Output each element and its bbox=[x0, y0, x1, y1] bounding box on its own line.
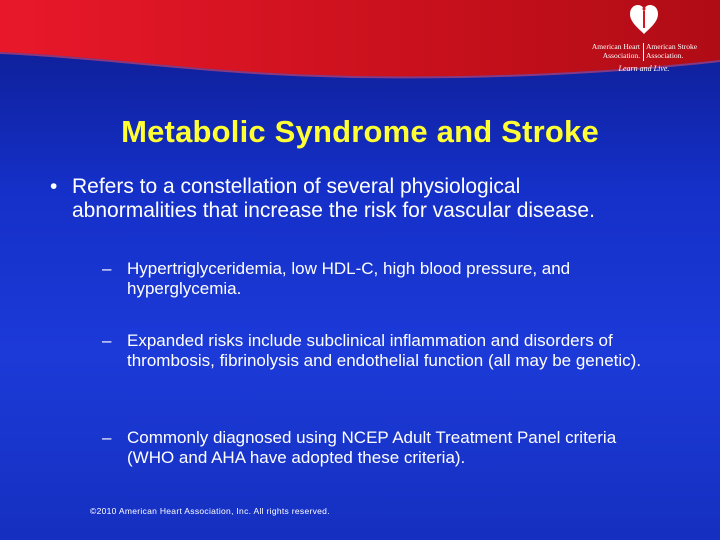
logo-text-aha bbox=[572, 42, 640, 60]
sub-bullet-1 bbox=[102, 259, 667, 299]
heart-torch-icon bbox=[628, 2, 660, 36]
sub-bullet-text: Commonly diagnosed using NCEP Adult Treatment Panel criteria (WHO and AHA have adopted these criteria). bbox=[127, 428, 617, 467]
aha-asa-logo bbox=[570, 2, 716, 86]
sub-bullet-text: Hypertriglyceridemia, low HDL-C, high blood pressure, and hyperglycemia. bbox=[127, 259, 571, 298]
logo-aha-line1: American Heart bbox=[591, 42, 640, 51]
logo-text-asa bbox=[646, 42, 716, 60]
main-bullet-text: Refers to a constellation of several physiological abnormalities that increase the risk for vascular disease. bbox=[72, 175, 595, 222]
sub-bullet-marker: – bbox=[102, 428, 112, 447]
logo-asa-line2: Association. bbox=[646, 51, 684, 60]
slide-title: Metabolic Syndrome and Stroke bbox=[121, 114, 599, 149]
sub-bullet-marker: – bbox=[102, 259, 112, 278]
sub-bullet-3 bbox=[102, 428, 667, 468]
logo-asa-line1: American Stroke bbox=[646, 42, 698, 51]
bullet-marker: • bbox=[50, 175, 58, 198]
sub-bullet-marker: – bbox=[102, 331, 112, 350]
sub-bullet-text: Expanded risks include subclinical inflammation and disorders of thrombosis, fibrinolysis and endothelial function (all may be genetic). bbox=[127, 331, 642, 370]
copyright-footer: ©2010 American Heart Association, Inc. All rights reserved. bbox=[90, 506, 330, 516]
logo-divider bbox=[643, 43, 644, 61]
main-bullet bbox=[50, 175, 632, 223]
logo-aha-line2: Association. bbox=[602, 51, 640, 60]
sub-bullet-2 bbox=[102, 331, 667, 371]
logo-tagline: Learn and Live. bbox=[618, 64, 670, 73]
